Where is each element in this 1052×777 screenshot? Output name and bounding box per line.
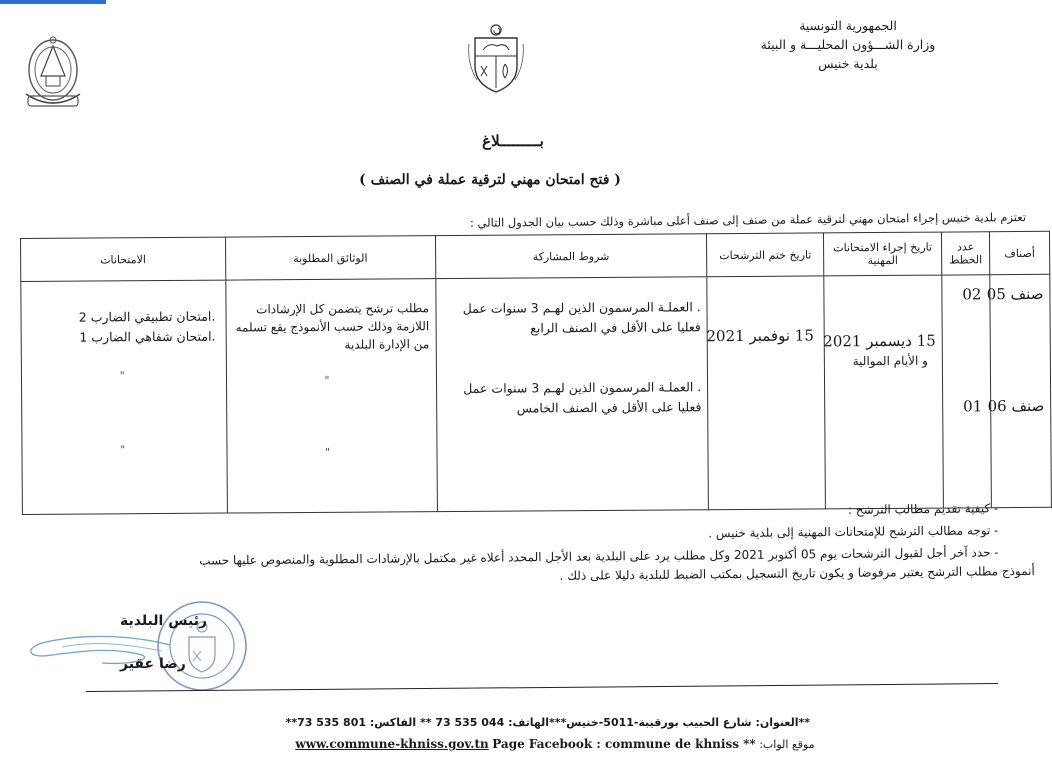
col-header-exam-date: تاريخ إجراء الامتحانات المهنية (824, 232, 942, 276)
notes-item-2-continued: أنموذج مطلب الترشح يعتبر مرفوضا و يكون تاريخ التسجيل بمكتب الضبط للبلدية دليلا على ذلك . (559, 563, 1035, 583)
exam-oral: .امتحان شفاهي الضارب 1 (79, 328, 216, 345)
signature-name: رضا عقير (120, 656, 186, 672)
notes-heading: - كيفية تقديم مطالب الترشح : (847, 501, 999, 517)
category-2: صنف 06 (987, 396, 1045, 416)
count-2: 01 (963, 397, 983, 416)
exams-ditto-1: " (119, 369, 125, 383)
footer-web-line (290, 737, 820, 751)
condition-1: . العملـة المرسمون الذين لهـم 3 سنوات عمل فعليا على الأقل في الصنف الرابع (462, 299, 701, 336)
notes-item-1-text: توجه مطالب الترشح للإمتحانات المهنية إلى بلدية خنيس . (708, 523, 991, 541)
notes-item-1: - توجه مطالب الترشح للإمتحانات المهنية إلى بلدية خنيس . (708, 523, 999, 541)
top-accent-bar (0, 0, 106, 4)
count-1: 02 (962, 285, 982, 304)
deadline-cell (707, 276, 826, 510)
count-cell (942, 275, 992, 508)
header-republic: الجمهورية التونسية (799, 18, 897, 33)
signature-title: رئيس البلدية (120, 613, 208, 629)
category-cell (986, 274, 1052, 507)
announcement-title: بـــــــــلاغ (482, 132, 544, 150)
official-seal-icon (155, 597, 249, 695)
deadline: 15 نوفمبر 2021 (706, 326, 814, 346)
footer-facebook: Page Facebook : commune de khniss ** (492, 737, 756, 751)
intro-paragraph: تعتزم بلدية خنيس إجراء امتحان مهني لترقية عملة من صنف إلى صنف أعلى مباشرة وذلك حسب بيان الجدول التالي : (469, 210, 1027, 230)
documents-ditto-1: " (324, 373, 330, 387)
municipality-logo-icon (20, 32, 86, 114)
exam-table (20, 231, 1052, 515)
notes-section (126, 497, 1035, 588)
col-header-documents: الوثائق المطلوبة (225, 236, 435, 280)
footer-website-link[interactable]: www.commune-khniss.gov.tn (295, 737, 489, 751)
exam-date-sub: و الأيام الموالية (852, 353, 928, 369)
header-municipality: بلدية خنيس (818, 56, 878, 71)
col-header-count: عدد الخطط (942, 232, 990, 275)
documents-ditto-2: " (324, 445, 331, 459)
footer-site-label: موقع الواب: (759, 738, 815, 751)
header-block (718, 16, 978, 73)
col-header-deadline: تاريخ ختم الترشحات (707, 233, 824, 277)
exam-date-cell (824, 275, 944, 509)
conditions-cell (435, 277, 708, 512)
exam-practical: .امتحان تطبيقي الضارب 2 (78, 308, 216, 325)
notes-item-2-text: حدد آخر أجل لقبول الترشحات يوم 05 أكتوبر 2021 وكل مطلب يرد على البلدية بعد الأجل المحدد أعلاه غير مكتمل بالإرشادات المطلوبة والمنصوص عليها حسب (199, 545, 991, 568)
notes-heading-text: كيفية تقديم مطالب الترشح : (847, 501, 991, 517)
table-row (21, 274, 1052, 514)
tunisia-emblem-icon (465, 22, 527, 96)
header-ministry: وزارة الشـــؤون المحليـــة و البيئة (760, 37, 936, 52)
table-header-row (21, 231, 1050, 281)
footer-address: **العنوان: شارع الحبيب بورقيبة-5011-خنيس***الهاتف: 044 535 73 ** الفاكس: 801 535 73** (285, 716, 810, 729)
notes-item-2: - حدد آخر أجل لقبول الترشحات يوم 05 أكتوبر 2021 وكل مطلب يرد على البلدية بعد الأجل المحدد أعلاه غير مكتمل بالإرشادات المطلوبة والمنصوص عليها حسب (199, 545, 999, 568)
documents-cell (226, 279, 437, 513)
col-header-category: أصناف (990, 231, 1050, 274)
documents-1: مطلب ترشح يتضمن كل الإرشادات اللازمة وذلك حسب الأنموذج يقع تسلمه من الإدارة البلدية (235, 301, 430, 352)
condition-2: . العملـة المرسمون الذين لهـم 3 سنوات عمل فعليا على الأقل في الصنف الخامس (463, 379, 702, 416)
col-header-exams: الامتحانات (21, 237, 226, 281)
exams-ditto-2: " (120, 443, 126, 457)
col-header-conditions: شروط المشاركة (435, 234, 707, 279)
category-1: صنف 05 (986, 284, 1044, 304)
exams-cell (21, 280, 227, 514)
announcement-subtitle: ( فتح امتحان مهني لترقية عملة في الصنف ) (359, 172, 621, 188)
exam-table-wrapper (20, 231, 1045, 513)
exam-date: 15 ديسمبر 2021 (823, 331, 936, 351)
